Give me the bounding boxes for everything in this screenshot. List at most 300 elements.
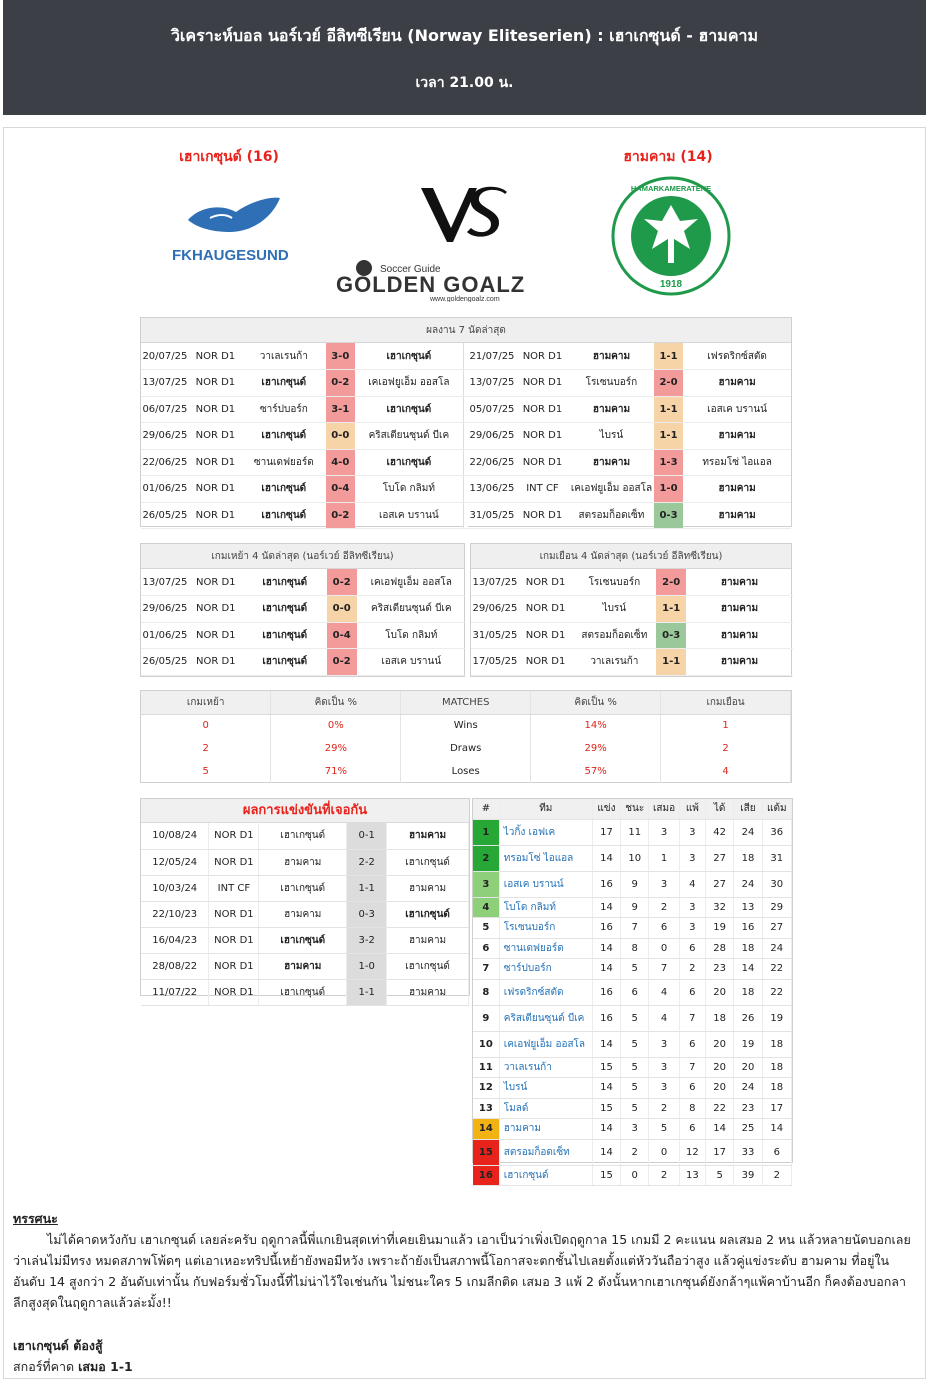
league-goals-for: 20 — [706, 1057, 734, 1078]
league-won: 7 — [621, 918, 649, 939]
match-score: 3-1 — [326, 396, 355, 423]
h2h-caption: ผลการแข่งขันที่เจอกัน — [141, 799, 469, 823]
league-won: 9 — [621, 897, 649, 918]
league-header-cell: เสีย — [734, 799, 762, 819]
h2h-home-team: เฮาเกซุนด์ — [259, 823, 347, 849]
h2h-score: 1-1 — [347, 979, 387, 1005]
league-goals-against: 14 — [734, 959, 762, 980]
h2h-date: 11/07/22 — [141, 979, 209, 1005]
league-goals-for: 14 — [706, 1119, 734, 1140]
last7-row — [141, 476, 791, 503]
match-score: 0-2 — [326, 370, 355, 397]
league-drawn: 2 — [649, 1165, 679, 1186]
match-score: 1-1 — [654, 396, 683, 423]
league-won: 2 — [621, 1139, 649, 1165]
match-league: NOR D1 — [189, 596, 243, 623]
league-goals-against: 39 — [734, 1165, 762, 1186]
league-lost: 3 — [679, 819, 705, 845]
h2h-date: 16/04/23 — [141, 927, 209, 953]
h2h-league: NOR D1 — [209, 953, 259, 979]
h2h-away-team: ฮามคาม — [387, 823, 469, 849]
match-league: NOR D1 — [516, 502, 569, 529]
match-score: 1-0 — [654, 476, 683, 503]
match-score: 0-0 — [326, 423, 355, 450]
match-home-team: ฮามคาม — [569, 343, 654, 370]
last7-row — [141, 502, 791, 529]
league-played: 14 — [592, 1139, 620, 1165]
match-date: 29/06/25 — [141, 423, 189, 450]
league-position: 3 — [473, 871, 499, 897]
league-position: 11 — [473, 1057, 499, 1078]
league-goals-for: 22 — [706, 1098, 734, 1119]
league-position: 4 — [473, 897, 499, 918]
league-points: 36 — [762, 819, 791, 845]
league-header-cell: ชนะ — [621, 799, 649, 819]
stats-home-count: 2 — [141, 737, 271, 760]
last7-row — [141, 343, 791, 370]
match-away-team: ฮามคาม — [683, 476, 791, 503]
league-header-cell: แพ้ — [679, 799, 705, 819]
league-points: 22 — [762, 979, 791, 1005]
match-away-team: ฮามคาม — [683, 502, 791, 529]
league-goals-for: 20 — [706, 1031, 734, 1057]
match-league: NOR D1 — [516, 343, 569, 370]
match-home-team: เฮาเกซุนด์ — [242, 502, 326, 529]
match-date: 20/07/25 — [141, 343, 189, 370]
league-goals-against: 25 — [734, 1119, 762, 1140]
h2h-date: 12/05/24 — [141, 849, 209, 875]
last4-home-caption: เกมเหย้า 4 นัดล่าสุด (นอร์เวย์ อีลิทซีเรียน) — [141, 544, 464, 569]
league-row — [473, 845, 792, 871]
league-drawn: 1 — [649, 845, 679, 871]
last4-away-caption: เกมเยือน 4 นัดล่าสุด (นอร์เวย์ อีลิทซีเรียน) — [471, 544, 791, 569]
match-league: NOR D1 — [519, 569, 572, 596]
league-points: 18 — [762, 1057, 791, 1078]
away-team-name: ฮามคาม (14) — [623, 149, 713, 165]
league-drawn: 2 — [649, 1098, 679, 1119]
league-drawn: 3 — [649, 1057, 679, 1078]
league-team-name: โมลด์ — [499, 1098, 592, 1119]
match-home-team: เฮาเกซุนด์ — [243, 649, 327, 676]
league-played: 14 — [592, 845, 620, 871]
haugesund-logo-icon — [170, 188, 295, 268]
league-position: 15 — [473, 1139, 499, 1165]
league-played: 15 — [592, 1098, 620, 1119]
league-points: 14 — [762, 1119, 791, 1140]
league-points: 19 — [762, 1005, 791, 1031]
league-drawn: 3 — [649, 871, 679, 897]
league-goals-for: 17 — [706, 1139, 734, 1165]
match-league: NOR D1 — [519, 596, 572, 623]
league-won: 5 — [621, 1098, 649, 1119]
match-away-team: ฮามคาม — [686, 596, 793, 623]
league-position: 16 — [473, 1165, 499, 1186]
h2h-away-team: ฮามคาม — [387, 927, 469, 953]
analysis-pick: เฮาเกซุนด์ ต้องสู้ — [13, 1338, 103, 1353]
match-home-team: วาเลเรนก้า — [242, 343, 326, 370]
stats-away-pct: 57% — [531, 760, 661, 783]
match-league: INT CF — [516, 476, 569, 503]
match-date: 06/07/25 — [141, 396, 189, 423]
league-drawn: 4 — [649, 1005, 679, 1031]
match-score: 2-0 — [654, 370, 683, 397]
match-away-team: เฮาเกซุนด์ — [355, 396, 463, 423]
match-score: 0-4 — [327, 622, 357, 649]
stats-header-cell: คิดเป็น % — [531, 691, 661, 714]
h2h-date: 10/03/24 — [141, 875, 209, 901]
h2h-away-team: ฮามคาม — [387, 979, 469, 1005]
h2h-date: 28/08/22 — [141, 953, 209, 979]
league-points: 30 — [762, 871, 791, 897]
league-team-name: ซานเดฟยอร์ด — [499, 938, 592, 959]
match-date: 13/07/25 — [471, 569, 519, 596]
match-away-team: เอสเค บรานน์ — [355, 502, 463, 529]
match-home-team: ซานเดฟยอร์ด — [242, 449, 326, 476]
last4-home-row — [141, 569, 466, 596]
match-home-team: เฮาเกซุนด์ — [243, 569, 327, 596]
league-row — [473, 979, 792, 1005]
h2h-score: 1-1 — [347, 875, 387, 901]
stats-row — [141, 714, 791, 737]
h2h-league: NOR D1 — [209, 927, 259, 953]
match-home-team: ซาร์ปบอร์ก — [242, 396, 326, 423]
last7-row — [141, 396, 791, 423]
league-goals-for: 20 — [706, 1078, 734, 1099]
svg-text:GOLDEN GOALZ: GOLDEN GOALZ — [336, 272, 526, 297]
league-points: 31 — [762, 845, 791, 871]
stats-label: Loses — [401, 760, 531, 783]
match-home-team: ฮามคาม — [569, 449, 654, 476]
league-goals-against: 24 — [734, 871, 762, 897]
last4-home-row — [141, 622, 466, 649]
home-team-name: เฮาเกซุนด์ (16) — [179, 149, 279, 165]
last4-home-row — [141, 649, 466, 676]
stats-away-pct: 29% — [531, 737, 661, 760]
last7-row — [141, 423, 791, 450]
h2h-away-team: เฮาเกซุนด์ — [387, 849, 469, 875]
stats-home-pct: 29% — [271, 737, 401, 760]
league-drawn: 4 — [649, 979, 679, 1005]
h2h-score: 1-0 — [347, 953, 387, 979]
league-goals-against: 18 — [734, 979, 762, 1005]
h2h-score: 2-2 — [347, 849, 387, 875]
match-score: 1-1 — [656, 596, 686, 623]
match-date: 17/05/25 — [471, 649, 519, 676]
league-row — [473, 871, 792, 897]
league-lost: 7 — [679, 1057, 705, 1078]
league-goals-for: 27 — [706, 871, 734, 897]
league-played: 14 — [592, 1119, 620, 1140]
league-played: 14 — [592, 1078, 620, 1099]
match-score: 0-2 — [327, 569, 357, 596]
match-away-team: ฮามคาม — [683, 423, 791, 450]
league-won: 0 — [621, 1165, 649, 1186]
h2h-home-team: เฮาเกซุนด์ — [259, 927, 347, 953]
h2h-row — [141, 823, 469, 849]
league-played: 16 — [592, 979, 620, 1005]
league-won: 5 — [621, 959, 649, 980]
last4-home-box — [140, 543, 465, 677]
league-team-name: ทรอมโซ่ ไอแอล — [499, 845, 592, 871]
league-row — [473, 1119, 792, 1140]
league-goals-for: 27 — [706, 845, 734, 871]
h2h-away-team: ฮามคาม — [387, 875, 469, 901]
match-date: 29/06/25 — [471, 596, 519, 623]
last4-home-row — [141, 596, 466, 623]
match-score: 2-0 — [656, 569, 686, 596]
analysis-score-line — [13, 1356, 919, 1377]
content-panel — [3, 127, 926, 1379]
league-team-name: วาเลเรนก้า — [499, 1057, 592, 1078]
league-goals-for: 19 — [706, 918, 734, 939]
h2h-score: 0-3 — [347, 901, 387, 927]
stats-header-cell: เกมเยือน — [661, 691, 791, 714]
h2h-home-team: เฮาเกซุนด์ — [259, 875, 347, 901]
league-header-cell: # — [473, 799, 499, 819]
match-away-team: ฮามคาม — [686, 649, 793, 676]
league-drawn: 2 — [649, 897, 679, 918]
league-points: 22 — [762, 959, 791, 980]
match-home-team: เฮาเกซุนด์ — [242, 476, 326, 503]
league-header-cell: แต้ม — [762, 799, 791, 819]
h2h-date: 10/08/24 — [141, 823, 209, 849]
league-won: 5 — [621, 1005, 649, 1031]
match-date: 31/05/25 — [468, 502, 516, 529]
last4-away-row — [471, 596, 793, 623]
h2h-league: NOR D1 — [209, 901, 259, 927]
league-team-name: ไบรน์ — [499, 1078, 592, 1099]
league-header-cell: ทีม — [499, 799, 592, 819]
league-won: 6 — [621, 979, 649, 1005]
h2h-home-team: ฮามคาม — [259, 849, 347, 875]
match-date: 29/06/25 — [141, 596, 189, 623]
league-goals-for: 28 — [706, 938, 734, 959]
league-goals-for: 42 — [706, 819, 734, 845]
last4-away-row — [471, 649, 793, 676]
league-won: 8 — [621, 938, 649, 959]
match-away-team: เอสเค บรานน์ — [683, 396, 791, 423]
h2h-league: NOR D1 — [209, 849, 259, 875]
match-home-team: เฮาเกซุนด์ — [243, 596, 327, 623]
h2h-date: 22/10/23 — [141, 901, 209, 927]
league-goals-for: 18 — [706, 1005, 734, 1031]
stats-label: Wins — [401, 714, 531, 737]
h2h-box — [140, 798, 470, 996]
match-league: NOR D1 — [516, 449, 569, 476]
h2h-row — [141, 849, 469, 875]
match-league: NOR D1 — [519, 622, 572, 649]
league-team-name: ไวกิ้ง เอฟเค — [499, 819, 592, 845]
league-position: 14 — [473, 1119, 499, 1140]
league-played: 15 — [592, 1057, 620, 1078]
stats-away-count: 1 — [661, 714, 791, 737]
match-score: 1-3 — [654, 449, 683, 476]
league-team-name: โบโด กลิมท์ — [499, 897, 592, 918]
last7-row — [141, 449, 791, 476]
match-league: NOR D1 — [516, 396, 569, 423]
league-row — [473, 918, 792, 939]
league-team-name: สตรอมก็อดเซ็ท — [499, 1139, 592, 1165]
match-date: 13/07/25 — [141, 569, 189, 596]
match-home-team: เฮาเกซุนด์ — [242, 370, 326, 397]
match-home-team: สตรอมก็อดเซ็ท — [569, 502, 654, 529]
league-goals-against: 13 — [734, 897, 762, 918]
league-goals-against: 18 — [734, 938, 762, 959]
h2h-home-team: ฮามคาม — [259, 901, 347, 927]
league-lost: 3 — [679, 845, 705, 871]
analysis-section — [13, 1208, 919, 1377]
kickoff-time: เวลา 21.00 น. — [415, 75, 514, 91]
league-row — [473, 1139, 792, 1165]
match-league: NOR D1 — [519, 649, 572, 676]
match-score: 0-4 — [326, 476, 355, 503]
league-row — [473, 1078, 792, 1099]
league-position: 6 — [473, 938, 499, 959]
match-league: NOR D1 — [189, 396, 242, 423]
last4-away-row — [471, 622, 793, 649]
league-drawn: 6 — [649, 918, 679, 939]
match-home-team: ไบรน์ — [569, 423, 654, 450]
league-row — [473, 1165, 792, 1186]
match-away-team: โบโด กลิมท์ — [355, 476, 463, 503]
match-score: 1-1 — [654, 423, 683, 450]
league-position: 13 — [473, 1098, 499, 1119]
last4-away-row — [471, 569, 793, 596]
analysis-body: ไม่ได้คาดหวังกับ เฮาเกซุนด์ เลยล่ะครับ ฤดูกาลนี้พี่แกเยินสุดเท่าที่เคยเยินมาแล้ว เอาเป็นว่าเพิ่งเปิดฤดูกาล 15 เกมมี 2 คะแนน ผลเสมอ 2 หน แล้วหลายนัดบอกเลยว่าเล่นไม่มีทรง หมดสภาพโพ้ดๆ แต่เอาเหอะทริปนี้เหย้ายังพอมีหวัง เพราะถ้ายังเป็นสภาพนี้โอกาสจะตกชั้นไปเลยตั้งแต่หัววันถือว่าสูง แล้วคู่แข่งระดับ ฮามคาม ที่อยู่ในอันดับ 14 สูงกว่า 2 อันดับเท่านั้น กับฟอร์มชั่วโมงนี้ที่ไม่น่าไว้ใจเช่นกัน ไม่ชนะใคร 5 เกมลีกติด เสมอ 3 แพ้ 2 ดังนั้นหากเฮาเกซุนด์ยังกล้าๆแพ้คาบ้านอีก ก็คงต้องบอกลาลีกสูงสุดในฤดูกาลแล้วล่ะมั้ง!! — [13, 1232, 911, 1310]
league-lost: 6 — [679, 1031, 705, 1057]
league-lost: 6 — [679, 1078, 705, 1099]
match-score: 1-1 — [654, 343, 683, 370]
league-played: 16 — [592, 1005, 620, 1031]
match-home-team: ไบรน์ — [572, 596, 656, 623]
match-date: 05/07/25 — [468, 396, 516, 423]
league-header-cell: เสมอ — [649, 799, 679, 819]
match-score: 0-0 — [327, 596, 357, 623]
league-lost: 2 — [679, 959, 705, 980]
h2h-league: INT CF — [209, 875, 259, 901]
league-points: 2 — [762, 1165, 791, 1186]
h2h-away-team: เฮาเกซุนด์ — [387, 953, 469, 979]
match-away-team: ทรอมโซ่ ไอแอล — [683, 449, 791, 476]
h2h-row — [141, 953, 469, 979]
league-drawn: 5 — [649, 1119, 679, 1140]
match-league: NOR D1 — [189, 449, 242, 476]
match-date: 22/06/25 — [468, 449, 516, 476]
last7-box — [140, 317, 792, 527]
match-away-team: คริสเตียนซุนด์ บีเค — [357, 596, 466, 623]
league-goals-for: 32 — [706, 897, 734, 918]
league-position: 8 — [473, 979, 499, 1005]
last7-table — [141, 343, 791, 529]
league-lost: 6 — [679, 938, 705, 959]
league-lost: 6 — [679, 979, 705, 1005]
match-home-team: เคเอฟยูเอ็ม ออสโล — [569, 476, 654, 503]
league-won: 11 — [621, 819, 649, 845]
match-away-team: เอสเค บรานน์ — [357, 649, 466, 676]
league-goals-for: 23 — [706, 959, 734, 980]
match-league: NOR D1 — [516, 423, 569, 450]
league-points: 6 — [762, 1139, 791, 1165]
h2h-league: NOR D1 — [209, 979, 259, 1005]
match-away-team: คริสเตียนซุนด์ บีเค — [355, 423, 463, 450]
league-team-name: คริสเตียนซุนด์ บีเค — [499, 1005, 592, 1031]
league-lost: 3 — [679, 897, 705, 918]
stats-home-count: 0 — [141, 714, 271, 737]
match-date: 13/07/25 — [141, 370, 189, 397]
h2h-home-team: ฮามคาม — [259, 953, 347, 979]
h2h-row — [141, 901, 469, 927]
stats-header-cell: เกมเหย้า — [141, 691, 271, 714]
match-home-team: วาเลเรนก้า — [572, 649, 656, 676]
league-drawn: 0 — [649, 938, 679, 959]
last7-row — [141, 370, 791, 397]
league-points: 29 — [762, 897, 791, 918]
match-date: 01/06/25 — [141, 622, 189, 649]
league-lost: 12 — [679, 1139, 705, 1165]
league-header-cell: แข่ง — [592, 799, 620, 819]
league-table — [473, 799, 792, 1186]
match-league: NOR D1 — [189, 649, 243, 676]
league-goals-against: 33 — [734, 1139, 762, 1165]
match-league: NOR D1 — [516, 370, 569, 397]
match-home-team: โรเซนบอร์ก — [569, 370, 654, 397]
match-league: NOR D1 — [189, 343, 242, 370]
page-title: วิเคราะห์บอล นอร์เวย์ อีลิทซีเรียน (Norway Eliteserien) : เฮาเกซุนด์ - ฮามคาม — [170, 26, 759, 45]
match-score: 1-1 — [656, 649, 686, 676]
league-row — [473, 1005, 792, 1031]
league-goals-against: 23 — [734, 1098, 762, 1119]
league-lost: 8 — [679, 1098, 705, 1119]
league-drawn: 7 — [649, 959, 679, 980]
away-logo-text: HAMARKAMERATENE — [630, 184, 712, 193]
league-won: 3 — [621, 1119, 649, 1140]
match-score: 0-2 — [326, 502, 355, 529]
league-played: 14 — [592, 1031, 620, 1057]
stats-table — [141, 691, 791, 783]
league-played: 16 — [592, 918, 620, 939]
league-goals-against: 20 — [734, 1057, 762, 1078]
match-away-team: เคเอฟยูเอ็ม ออสโล — [357, 569, 466, 596]
match-away-team: เคเอฟยูเอ็ม ออสโล — [355, 370, 463, 397]
league-goals-against: 19 — [734, 1031, 762, 1057]
stats-row — [141, 737, 791, 760]
analysis-heading: ทรรศนะ — [13, 1211, 58, 1226]
match-date: 26/05/25 — [141, 502, 189, 529]
league-goals-against: 24 — [734, 1078, 762, 1099]
match-away-team: ฮามคาม — [686, 622, 793, 649]
analysis-score-value: เสมอ 1-1 — [78, 1359, 133, 1374]
league-lost: 4 — [679, 871, 705, 897]
analysis-score-label: สกอร์ที่คาด — [13, 1359, 75, 1374]
h2h-row — [141, 979, 469, 1005]
match-home-team: ฮามคาม — [569, 396, 654, 423]
league-played: 16 — [592, 871, 620, 897]
match-date: 31/05/25 — [471, 622, 519, 649]
league-drawn: 0 — [649, 1139, 679, 1165]
match-away-team: เฟรดริกซ์สตัด — [683, 343, 791, 370]
h2h-score: 0-1 — [347, 823, 387, 849]
league-points: 27 — [762, 918, 791, 939]
h2h-league: NOR D1 — [209, 823, 259, 849]
league-team-name: โรเซนบอร์ก — [499, 918, 592, 939]
league-position: 9 — [473, 1005, 499, 1031]
league-row — [473, 959, 792, 980]
match-score: 0-3 — [654, 502, 683, 529]
league-won: 5 — [621, 1078, 649, 1099]
h2h-score: 3-2 — [347, 927, 387, 953]
stats-row — [141, 760, 791, 783]
league-team-name: เฟรดริกซ์สตัด — [499, 979, 592, 1005]
